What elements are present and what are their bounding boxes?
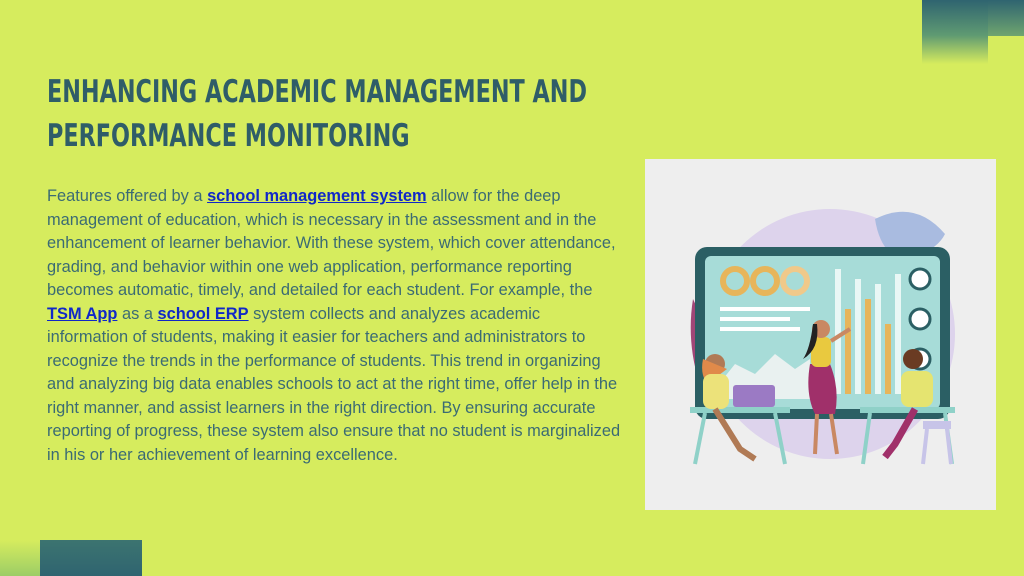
student-top: [901, 371, 933, 407]
stool-seat: [923, 421, 951, 429]
tsm-app-link[interactable]: TSM App: [47, 304, 118, 323]
paragraph-text: Features offered by a: [47, 187, 208, 205]
screen-bar: [865, 299, 871, 394]
corner-decoration-bottom-left: [0, 540, 142, 576]
paragraph-text: allow for the deep management of education, which is necessary in the assessment and in the enhancement of learner behavior. With these system, which cover attendance, grading, and behavior within one web application, performance reporting becomes automatic, timely, and detailed for each student. For example, the: [47, 187, 616, 299]
ring-icon: [910, 309, 930, 329]
school-erp-link[interactable]: school ERP: [157, 304, 249, 323]
illustration: [645, 159, 996, 510]
screen-bar: [855, 279, 861, 394]
classroom-analytics-illustration: [645, 159, 996, 510]
student-top: [703, 374, 729, 409]
paragraph-text: system collects and analyzes academic information of students, making it easier for teachers and administrators to recognize the trends in the performance of students. This trend in organizing and analyzing big data enables schools to act at the right time, offer help in the right manner, and assist learners in the right direction. By ensuring accurate reporting of progress, these system also ensure that no student is marginalized in his or her achievement of learning excellence.: [47, 304, 621, 464]
gradient-block: [922, 0, 988, 64]
corner-decoration-top-right: [922, 0, 1024, 64]
desk-right: [860, 407, 955, 413]
screen-line: [720, 307, 810, 311]
page-title: [47, 70, 588, 158]
screen-bar: [875, 284, 881, 394]
gradient-block: [0, 540, 40, 576]
school-management-system-link[interactable]: school management system: [207, 187, 427, 205]
screen-bar: [845, 309, 851, 394]
title-line-2: PERFORMANCE MONITORING: [47, 118, 410, 154]
body-paragraph: [47, 185, 622, 467]
title-line-1: ENHANCING ACADEMIC MANAGEMENT AND: [47, 74, 588, 110]
screen-line: [720, 317, 790, 321]
gradient-block: [40, 540, 142, 576]
teacher-skirt: [808, 364, 836, 414]
ring-icon: [910, 269, 930, 289]
screen-bar: [895, 274, 901, 394]
student-head: [903, 349, 923, 369]
screen-line: [720, 327, 800, 331]
stool-legs: [923, 429, 951, 464]
gradient-block: [988, 0, 1024, 36]
paragraph-text: as a: [117, 304, 158, 323]
desk-left: [690, 407, 790, 413]
screen-bar: [835, 269, 841, 394]
laptop: [733, 385, 775, 407]
screen-bar: [885, 324, 891, 394]
